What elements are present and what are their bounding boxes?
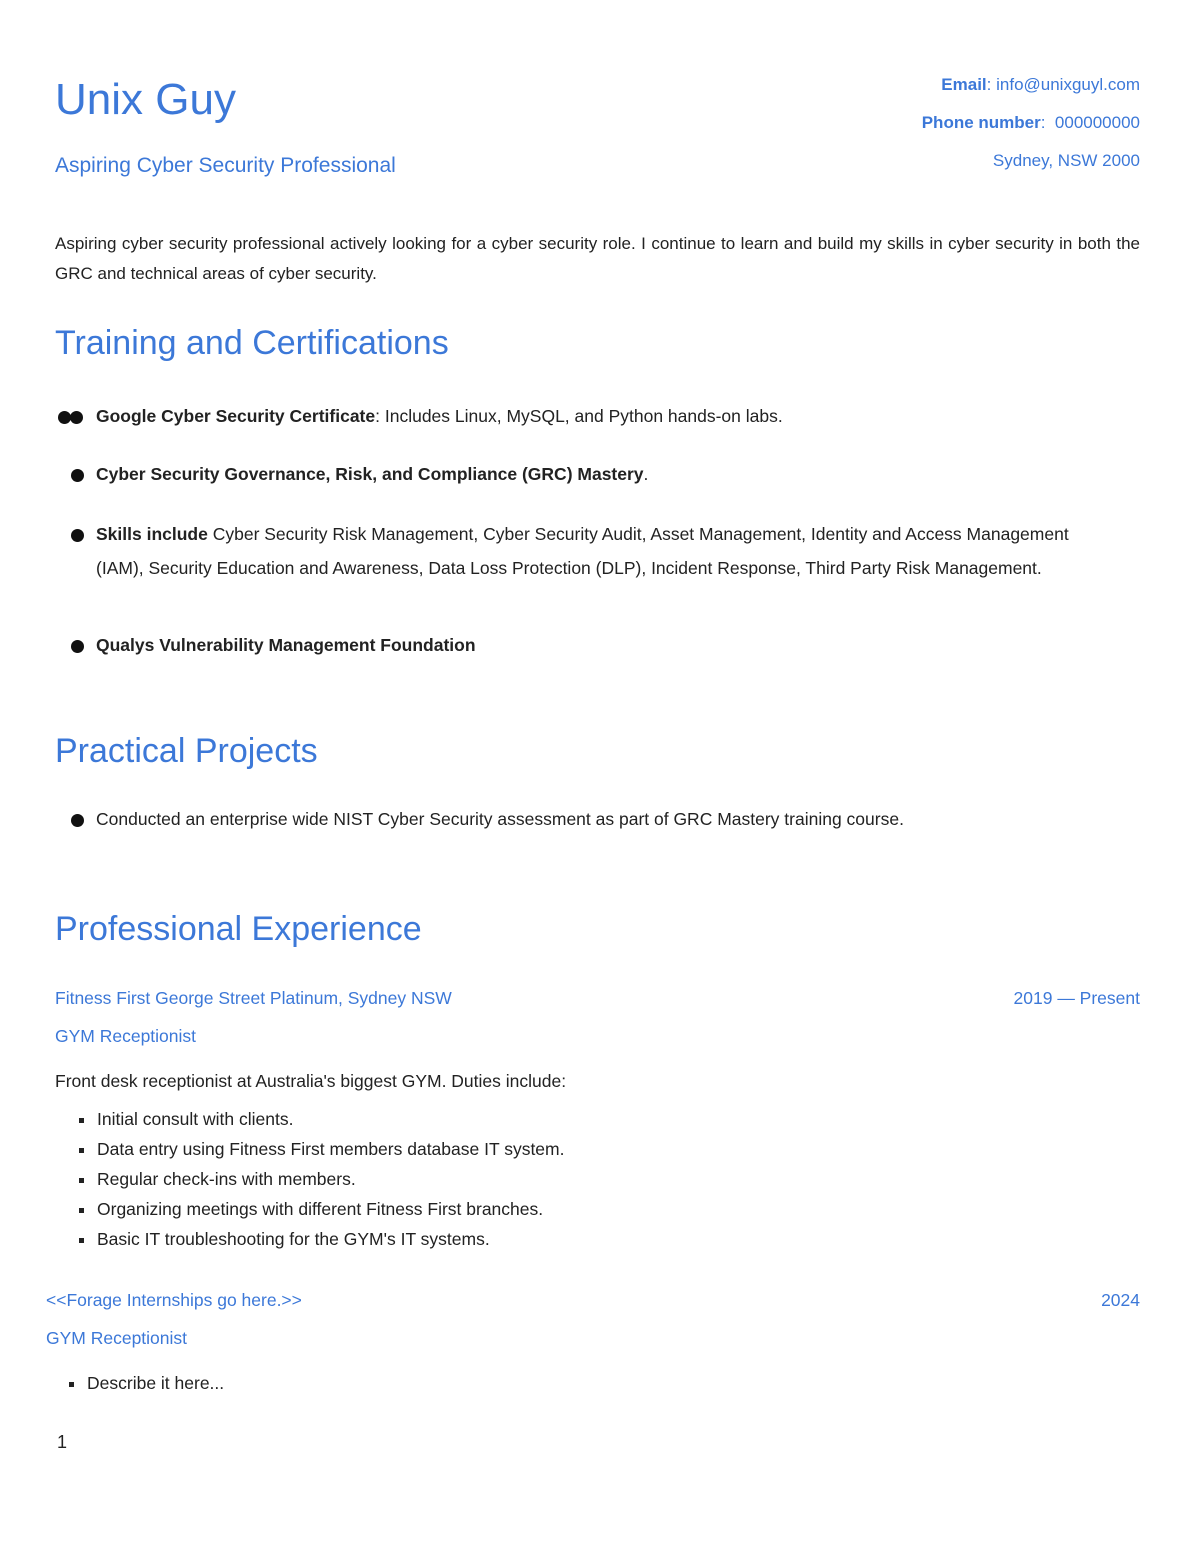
bullet-icon [71, 529, 84, 542]
summary-paragraph: Aspiring cyber security professional actively looking for a cyber security role. I continue to learn and build my skills in cyber security in both the GRC and technical areas of cyber security. [55, 234, 1140, 283]
list-item: Initial consult with clients. [55, 1104, 1140, 1134]
list-item: Data entry using Fitness First members database IT system. [55, 1134, 1140, 1164]
training-item [55, 630, 1140, 660]
job-intro: Front desk receptionist at Australia's biggest GYM. Duties include: [55, 1071, 567, 1091]
training-item-text: . [643, 464, 649, 484]
contact-location: Sydney, NSW 2000 [992, 151, 1140, 170]
bullet-icon [71, 814, 84, 827]
bullet-icon [70, 411, 83, 424]
job-duties-list [45, 1368, 1130, 1398]
phone-value: 000000000 [1054, 113, 1140, 132]
bullet-icon [79, 1118, 84, 1123]
job-duties-list [55, 1104, 1140, 1254]
training-item-title: Qualys Vulnerability Management Foundation [96, 635, 476, 655]
contact-email: Email: info@unixguyl.com [941, 75, 1140, 94]
job-title: GYM Receptionist [46, 1328, 188, 1348]
job-title: GYM Receptionist [55, 1026, 197, 1046]
list-item: Regular check-ins with members. [55, 1164, 1140, 1194]
training-item [55, 459, 1140, 489]
bullet-icon [79, 1208, 84, 1213]
training-item-title: Cyber Security Governance, Risk, and Compliance (GRC) Mastery [96, 464, 644, 484]
phone-label: Phone number [921, 113, 1041, 132]
job-dates: 2024 [1101, 1290, 1140, 1310]
page-number: 1 [57, 1432, 68, 1452]
email-label: Email [941, 75, 987, 94]
contact-phone: Phone number: 000000000 [921, 113, 1140, 132]
project-item-text: Conducted an enterprise wide NIST Cyber Security assessment as part of GRC Mastery training course. [96, 809, 904, 829]
resume-subtitle: Aspiring Cyber Security Professional [55, 154, 396, 177]
job-employer: Fitness First George Street Platinum, Sydney NSW [55, 988, 452, 1008]
training-item-text: : Includes Linux, MySQL, and Python hands-on labs. [375, 406, 783, 426]
list-item: Describe it here... [45, 1368, 1130, 1398]
list-item: Organizing meetings with different Fitness First branches. [55, 1194, 1140, 1224]
training-item-title: Google Cyber Security Certificate [96, 406, 376, 426]
experience-heading: Professional Experience [55, 910, 422, 948]
bullet-icon [69, 1382, 74, 1387]
training-item-text: Cyber Security Risk Management, Cyber Security Audit, Asset Management, Identity and Access Management (IAM), Security Education and Awareness, Data Loss Protection (DLP), Incident Response, Third Party Risk Management. [96, 524, 1069, 578]
training-item-title: Skills include [96, 524, 208, 544]
job-employer: <<Forage Internships go here.>> [46, 1290, 302, 1310]
resume-name: Unix Guy [55, 75, 236, 124]
list-item: Basic IT troubleshooting for the GYM's IT systems. [55, 1224, 1140, 1254]
bullet-icon [71, 640, 84, 653]
training-heading: Training and Certifications [55, 324, 449, 362]
projects-heading: Practical Projects [55, 732, 318, 770]
bullet-icon [79, 1148, 84, 1153]
training-item [55, 401, 1140, 431]
job-dates: 2019 — Present [1013, 988, 1140, 1008]
training-item [55, 517, 1140, 617]
bullet-icon [79, 1178, 84, 1183]
email-value[interactable]: info@unixguyl.com [996, 75, 1140, 94]
project-item [55, 804, 1140, 834]
bullet-icon [79, 1238, 84, 1243]
bullet-icon [71, 469, 84, 482]
